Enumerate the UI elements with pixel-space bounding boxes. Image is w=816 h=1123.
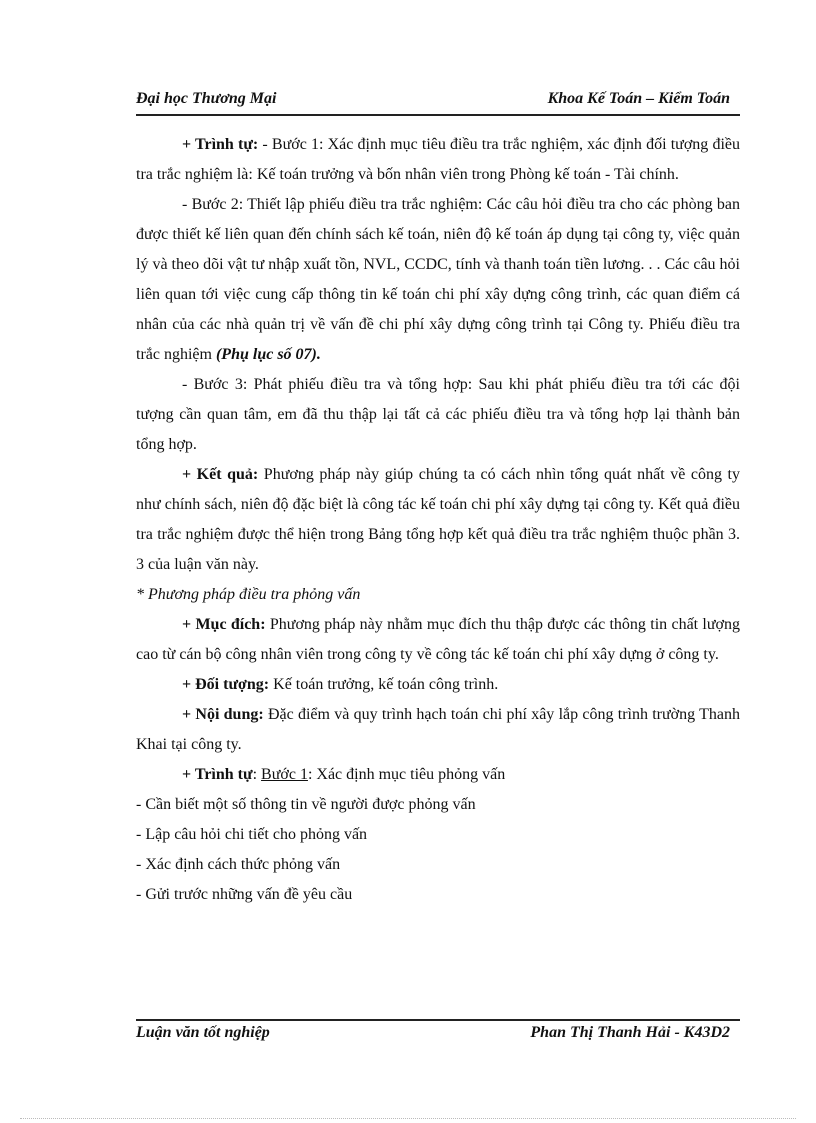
paragraph-procedure xyxy=(136,130,740,190)
footer-thesis-label: Luận văn tốt nghiệp xyxy=(136,1024,270,1041)
paragraph-subjects xyxy=(136,670,740,700)
paragraph-content xyxy=(136,700,740,760)
list-item: - Cần biết một số thông tin về người được phỏng vấn xyxy=(136,796,476,813)
paragraph-purpose xyxy=(136,610,740,670)
subjects-label: + Đối tượng: xyxy=(182,676,270,693)
step2-text: - Bước 2: Thiết lập phiếu điều tra trắc nghiệm: Các câu hỏi điều tra cho các phòng ban được thiết kế liên quan đến chính sách kế toán, niên độ kế toán áp dụng tại công ty, việc quản lý và theo dõi vật tư nhập xuất tồn, NVL, CCDC, tính và thanh toán tiền lương. . . Các câu hỏi liên quan tới việc cung cấp thông tin kế toán chi phí xây dựng công trình, các quan điểm cá nhân của các nhà quản trị về vấn đề chi phí xây dựng công trình tại Công ty. Phiếu điều tra trắc nghiệm xyxy=(136,196,740,363)
paragraph-step2 xyxy=(136,190,740,370)
result-text: Phương pháp này giúp chúng ta có cách nhìn tổng quát nhất về công ty như chính sách, niên độ đặc biệt là công tác kế toán chi phí xây dựng tại công ty. Kết quả điều tra trắc nghiệm được thể hiện trong Bảng tổng hợp kết quả điều tra trắc nghiệm thuộc phần 3. 3 của luận văn này. xyxy=(136,466,740,573)
step1-text: : Xác định mục tiêu phỏng vấn xyxy=(307,766,506,783)
subjects-text: Kế toán trưởng, kế toán công trình. xyxy=(269,676,499,693)
procedure-step1-text: - Bước 1: Xác định mục tiêu điều tra trắc nghiệm, xác định đối tượng điều tra trắc nghiệm là: Kế toán trưởng và bốn nhân viên trong Phòng kế toán - Tài chính. xyxy=(136,136,741,183)
page-body xyxy=(136,130,740,910)
page-bottom-divider xyxy=(20,1118,796,1119)
step1-label: Bước 1 xyxy=(261,766,308,783)
paragraph-step3 xyxy=(136,370,740,460)
procedure-label: + Trình tự: xyxy=(182,136,259,153)
result-label: + Kết quả: xyxy=(182,466,259,483)
step3-text: - Bước 3: Phát phiếu điều tra và tổng hợp: Sau khi phát phiếu điều tra tới các đội tượng cần quan tâm, em đã thu thập lại tất cả các phiếu điều tra và tổng hợp lại thành bản tổng hợp. xyxy=(136,376,740,453)
content-text: Đặc điểm và quy trình hạch toán chi phí xây lắp công trình trường Thanh Khai tại công ty. xyxy=(136,706,741,753)
interview-procedure-label: + Trình tự xyxy=(182,766,253,783)
paragraph-result xyxy=(136,460,740,580)
header-rule xyxy=(136,114,740,116)
procedure-colon: : xyxy=(252,766,262,783)
section-heading-interview: * Phương pháp điều tra phỏng vấn xyxy=(136,586,361,603)
footer-rule xyxy=(136,1019,740,1021)
list-item: - Lập câu hỏi chi tiết cho phỏng vấn xyxy=(136,826,368,843)
appendix-reference: (Phụ lục số 07). xyxy=(215,346,321,363)
footer-author: Phan Thị Thanh Hải - K43D2 xyxy=(530,1024,730,1041)
purpose-text: Phương pháp này nhằm mục đích thu thập được các thông tin chất lượng cao từ cán bộ công nhân viên trong công ty về công tác kế toán chi phí xây dựng ở công ty. xyxy=(136,616,741,663)
header-faculty: Khoa Kế Toán – Kiểm Toán xyxy=(547,90,730,107)
list-item: - Xác định cách thức phỏng vấn xyxy=(136,856,341,873)
list-item: - Gửi trước những vấn đề yêu cầu xyxy=(136,886,353,903)
purpose-label: + Mục đích: xyxy=(182,616,266,633)
header-university: Đại học Thương Mại xyxy=(136,90,277,107)
paragraph-interview-procedure xyxy=(136,760,740,790)
content-label: + Nội dung: xyxy=(182,706,264,723)
